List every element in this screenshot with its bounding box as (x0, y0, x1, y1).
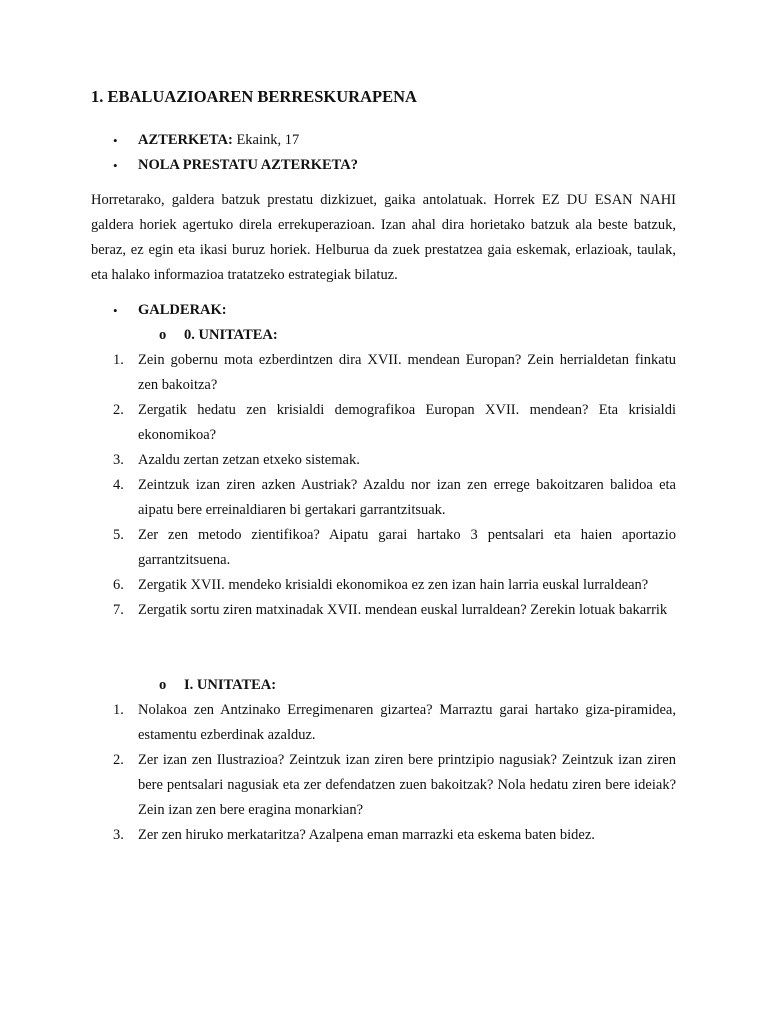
unit-heading-0 (91, 323, 676, 348)
question-number: 1. (113, 702, 124, 718)
question-number: 3. (113, 452, 124, 468)
question-item (91, 573, 676, 598)
question-text: Azaldu zertan zetzan etxeko sistemak. (138, 452, 360, 468)
document-content (91, 86, 676, 848)
unit-heading-1 (91, 673, 676, 698)
bullet-icon: • (113, 133, 118, 148)
question-number: 5. (113, 527, 124, 543)
circle-bullet-icon: o (159, 677, 167, 693)
question-text: Zergatik XVII. mendeko krisialdi ekonomikoa ez zen izan hain larria euskal lurraldean? (138, 577, 649, 593)
question-text: Zer izan zen Ilustrazioa? Zeintzuk izan ziren bere printzipio nagusiak? Zeintzuk izan ziren bere pentsalari nagusiak eta zer defendatzen zuen bakoitzak? Nola hedatu ziren bere ideiak? Zein izan zen bere eragina monarkian? (138, 752, 676, 818)
question-item (91, 598, 676, 623)
unit-title: 0. UNITATEA: (184, 327, 278, 343)
bullet-item-nola-prestatu (91, 153, 676, 178)
bullet-item-azterketa (91, 128, 676, 153)
question-item (91, 348, 676, 398)
question-item (91, 398, 676, 448)
intro-paragraph: Horretarako, galdera batzuk prestatu dizkizuet, gaika antolatuak. Horrek EZ DU ESAN NAHI galdera horiek agertuko direla errekuperazioan. Izan ahal dira horietako batzuk ala beste batzuk, beraz, ez egin eta ikasi buruz horiek. Helburua da zuek prestatzea gaia eskemak, erlazioak, taulak, eta halako informazioa tratatzeko estrategiak bilatuz. (91, 192, 676, 283)
question-text: Zer zen hiruko merkataritza? Azalpena eman marrazki eta eskema baten bidez. (138, 827, 595, 843)
questions-bullet-list (91, 298, 676, 323)
bullet-item-galderak (91, 298, 676, 323)
question-item (91, 473, 676, 523)
question-text: Zein gobernu mota ezberdintzen dira XVII. mendean Europan? Zein herrialdetan finkatu zen bakoitza? (138, 352, 676, 393)
question-number: 2. (113, 752, 124, 768)
question-number: 2. (113, 402, 124, 418)
question-text: Zergatik hedatu zen krisialdi demografikoa Europan XVII. mendean? Eta krisialdi ekonomikoa? (138, 402, 676, 443)
spacer (91, 623, 676, 673)
question-number: 1. (113, 352, 124, 368)
circle-bullet-icon: o (159, 327, 167, 343)
question-list-unit-0 (91, 348, 676, 623)
question-number: 7. (113, 602, 124, 618)
question-text: Zeintzuk izan ziren azken Austriak? Azaldu nor izan zen errege bakoitzaren balidoa eta aipatu bere erreinaldiaren bi gertakari garrantzitsuak. (138, 477, 676, 518)
question-item (91, 523, 676, 573)
question-item (91, 448, 676, 473)
question-number: 6. (113, 577, 124, 593)
question-text: Zer zen metodo zientifikoa? Aipatu garai hartako 3 pentsalari eta haien aportazio garrantzitsuena. (138, 527, 676, 568)
unit-title: I. UNITATEA: (184, 677, 277, 693)
bullet-label: NOLA PRESTATU AZTERKETA? (138, 157, 358, 173)
question-item (91, 823, 676, 848)
question-number: 4. (113, 477, 124, 493)
section-title: 1. EBALUAZIOAREN BERRESKURAPENA (91, 87, 417, 106)
question-text: Zergatik sortu ziren matxinadak XVII. mendean euskal lurraldean? Zerekin lotuak bakarrik (138, 602, 668, 618)
bullet-value: Ekaink, 17 (232, 132, 300, 148)
question-text: Nolakoa zen Antzinako Erregimenaren gizartea? Marraztu garai hartako giza-piramidea, estamentu ezberdinak azalduz. (138, 702, 676, 743)
bullet-icon: • (113, 158, 118, 173)
bullet-icon: • (113, 303, 118, 318)
bullet-label: GALDERAK: (138, 302, 227, 318)
bullet-label: AZTERKETA: (138, 132, 233, 148)
question-item (91, 748, 676, 823)
question-list-unit-1 (91, 698, 676, 848)
top-bullet-list (91, 128, 676, 178)
question-item (91, 698, 676, 748)
question-number: 3. (113, 827, 124, 843)
